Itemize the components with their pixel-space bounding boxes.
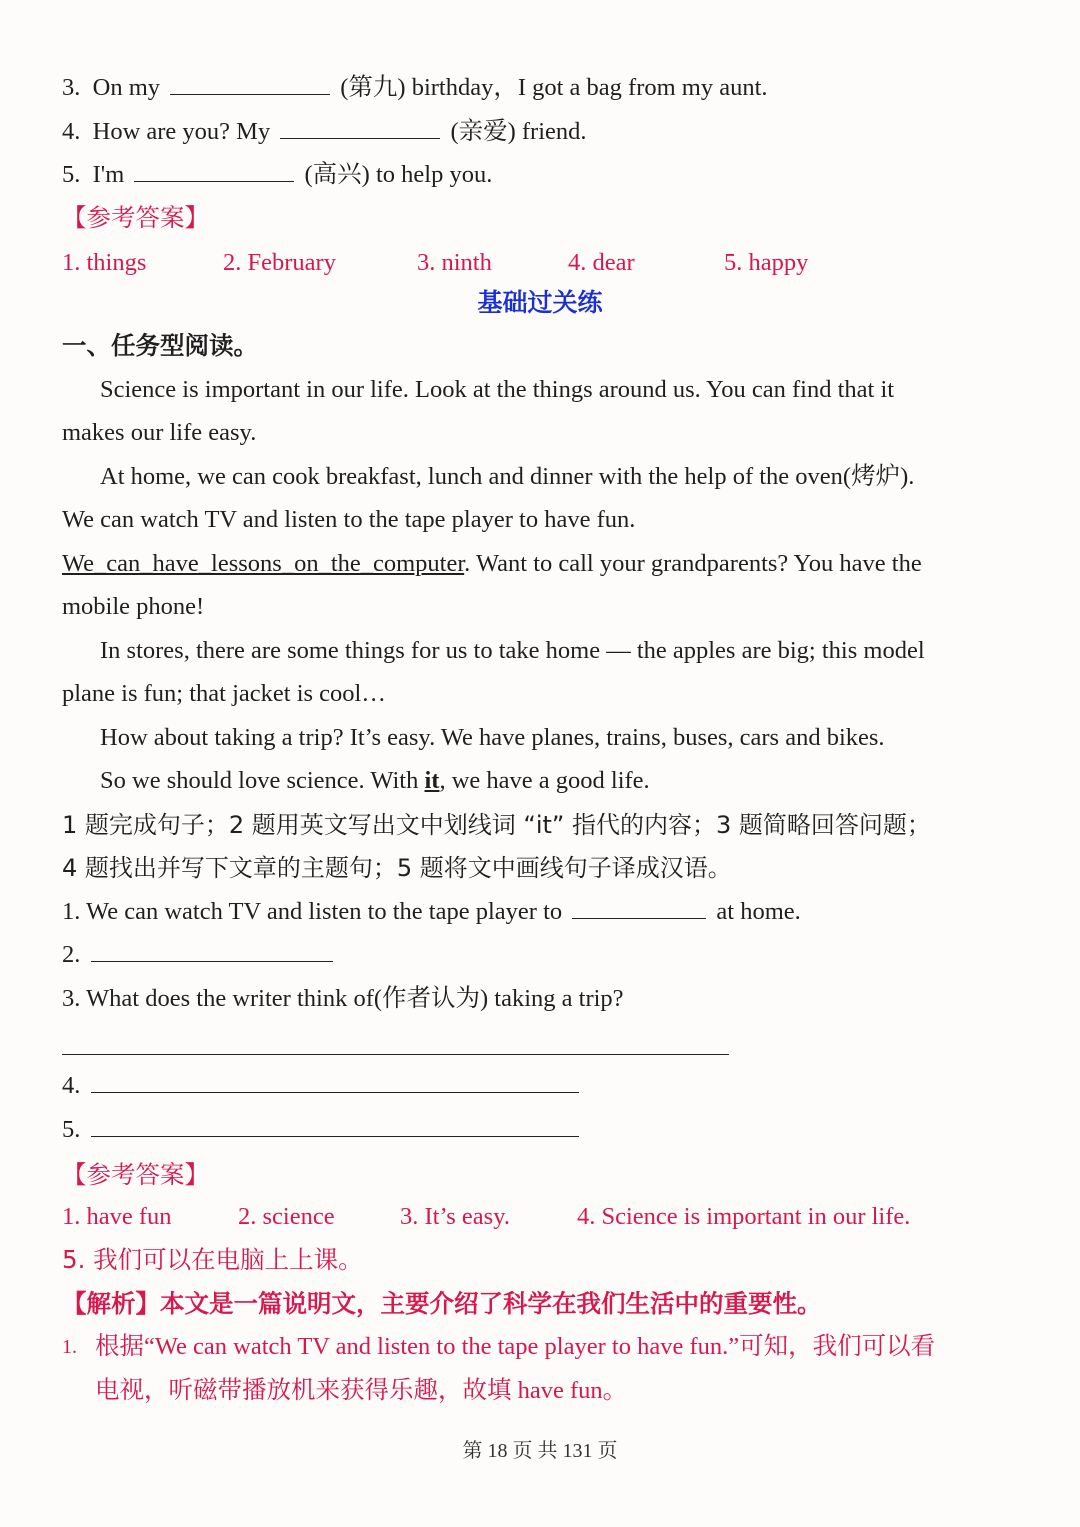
answer-blank [62,1054,729,1055]
passage-line: makes our life easy. [62,419,257,446]
answer-blank [91,1114,579,1137]
passage-line: How about taking a trip? It’s easy. We have planes, trains, buses, cars and bikes. [100,724,885,751]
passage-line: mobile phone! [62,593,205,620]
answer-item: 3. ninth [417,249,492,276]
passage-line [62,547,922,581]
question-4-main [62,1069,583,1103]
answer-blank [91,939,333,962]
question-1 [62,895,801,929]
question-3-trip: 3. What does the writer think of(作者认为) taking a trip? [62,985,624,1012]
passage-line: In stores, there are some things for us to take home — the apples are big; this model [100,637,925,664]
underlined-sentence: We_can_have_lessons_on_the_computer [62,550,465,577]
answer-item: 4. Science is important in our life. [577,1203,911,1230]
part-heading: 一、任务型阅读。 [62,331,258,360]
question-number: 4. [62,1072,81,1099]
question-number: 5. [62,1116,81,1143]
answers-label: 【参考答案】 [62,203,209,232]
question-3 [62,71,768,105]
passage-line: plane is fun; that jacket is cool… [62,680,386,707]
question-text: (高兴) to help you. [304,161,493,188]
answer-blank [91,1070,579,1093]
question-text: How are you? My [92,118,271,145]
answer-item: 3. It’s easy. [400,1203,510,1230]
question-number: 3. [62,74,81,101]
analysis-label: 【解析】本文是一篇说明文，主要介绍了科学在我们生活中的重要性。 [62,1289,822,1318]
passage-line: At home, we can cook breakfast, lunch and dinner with the help of the oven(烤炉). [100,463,915,490]
question-text: On my [92,74,160,101]
question-5-translate [62,1113,583,1147]
passage-line: Science is important in our life. Look at the things around us. You can find that it [100,376,895,403]
page-footer: 第 18 页 共 131 页 [462,1440,618,1462]
answer-item: 2. February [223,249,336,276]
question-number: 5. [62,161,81,188]
answer-item: 5. happy [724,249,809,276]
answer-5: 5. 我们可以在电脑上上课。 [62,1245,363,1274]
question-2 [62,938,337,972]
passage-line [100,764,650,798]
analysis-text: 根据“We can watch TV and listen to the tape player to have fun.”可知，我们可以看 [95,1333,936,1360]
question-5 [62,158,492,192]
question-text: 1. We can watch TV and listen to the tape player to [62,898,563,925]
answer-item: 1. have fun [62,1203,172,1230]
answer-item: 1. things [62,249,147,276]
answers-label: 【参考答案】 [62,1160,209,1189]
answer-blank [170,72,330,95]
answer-item: 4. dear [568,249,635,276]
answer-item: 2. science [238,1203,335,1230]
passage-text: So we should love science. With [100,767,425,794]
passage-line: We can watch TV and listen to the tape player to have fun. [62,506,636,533]
analysis-item-number: 1. [62,1336,77,1358]
instructions-line: 4 题找出并写下文章的主题句；5 题将文中画线句子译成汉语。 [62,854,732,882]
instructions-line: 1 题完成句子；2 题用英文写出文中划线词 “it” 指代的内容；3 题简略回答问题； [62,811,931,839]
question-text: (第九) birthday，I got a bag from my aunt. [340,74,768,101]
question-number: 2. [62,941,81,968]
question-number: 4. [62,118,81,145]
answer-blank [134,159,294,182]
analysis-text: 电视，听磁带播放机来获得乐趣，故填 have fun。 [95,1377,628,1404]
underlined-word-it: it [424,767,440,794]
question-text: I'm [92,161,125,188]
passage-text: . Want to call your grandparents? You have the [464,550,922,577]
answer-blank [280,116,440,139]
question-4 [62,115,587,149]
answer-blank [572,896,706,919]
passage-text: , we have a good life. [439,767,650,794]
question-text: (亲爱) friend. [450,118,587,145]
section-title: 基础过关练 [477,288,603,317]
question-text: at home. [716,898,801,925]
